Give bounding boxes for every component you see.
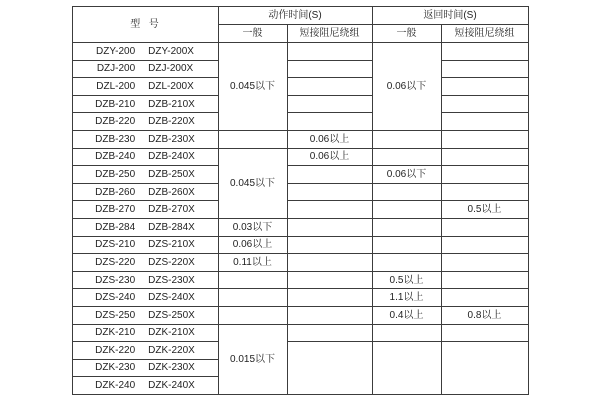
table-row [72,236,528,254]
return-damped-cell [441,218,528,236]
return-general-cell [372,218,441,236]
action-damped-cell [287,254,372,272]
table-row [72,201,528,219]
return-damped-cell [441,324,528,342]
action-damped-cell [287,166,372,184]
table-row [72,271,528,289]
table-row [72,130,528,148]
table-row [72,166,528,184]
model-cell: DZS-230 DZS-230X [72,271,218,289]
action-damped-cell [287,95,372,113]
action-damped-cell [287,218,372,236]
model-cell: DZB-250 DZB-250X [72,166,218,184]
return-general-merged-cell: 0.06以下 [372,43,441,131]
table-row [72,60,528,78]
action-damped-cell [287,306,372,324]
model-cell: DZJ-200 DZJ-200X [72,60,218,78]
action-general-cell [218,130,287,148]
model-cell: DZB-210 DZB-210X [72,95,218,113]
column-header-return-damped-winding: 短接阻尼绕组 [441,25,528,43]
table-row [72,324,528,342]
action-general-merged-cell: 0.015以下 [218,324,287,394]
return-damped-cell [441,289,528,307]
return-general-cell [372,130,441,148]
action-general-cell: 0.03以下 [218,218,287,236]
table-row [72,183,528,201]
model-cell: DZS-250 DZS-250X [72,306,218,324]
return-general-cell: 0.5以上 [372,271,441,289]
table-row [72,148,528,166]
return-general-cell: 0.4以上 [372,306,441,324]
action-damped-cell [287,43,372,61]
model-cell: DZL-200 DZL-200X [72,78,218,96]
model-cell: DZB-260 DZB-260X [72,183,218,201]
model-cell: DZB-270 DZB-270X [72,201,218,219]
return-general-cell [372,236,441,254]
column-header-action-general: 一般 [218,25,287,43]
return-damped-cell [441,113,528,131]
return-damped-cell [441,60,528,78]
action-damped-cell [287,201,372,219]
column-header-action-damped-winding: 短接阻尼绕组 [287,25,372,43]
action-damped-cell: 0.06以上 [287,130,372,148]
return-general-cell [372,183,441,201]
action-general-cell: 0.11以上 [218,254,287,272]
table-row [72,43,528,61]
action-general-cell [218,271,287,289]
model-cell: DZS-220 DZS-220X [72,254,218,272]
action-general-cell [218,289,287,307]
return-general-cell [372,324,441,342]
return-damped-cell: 0.8以上 [441,306,528,324]
return-damped-cell [441,43,528,61]
return-damped-cell [441,78,528,96]
model-cell: DZK-240 DZK-240X [72,377,218,395]
model-cell: DZB-284 DZB-284X [72,218,218,236]
model-cell: DZS-210 DZS-210X [72,236,218,254]
table-row [72,218,528,236]
return-damped-cell [441,148,528,166]
action-general-merged-cell: 0.045以下 [218,148,287,218]
model-cell: DZK-220 DZK-220X [72,342,218,360]
spec-table [72,6,529,395]
action-damped-cell [287,183,372,201]
column-header-model: 型 号 [72,7,218,43]
return-damped-cell: 0.5以上 [441,201,528,219]
model-cell: DZS-240 DZS-240X [72,289,218,307]
return-damped-cell [441,236,528,254]
return-general-cell [372,148,441,166]
action-damped-cell [287,60,372,78]
model-cell: DZK-230 DZK-230X [72,359,218,377]
return-damped-cell [441,254,528,272]
model-cell: DZB-230 DZB-230X [72,130,218,148]
return-general-cell: 1.1以上 [372,289,441,307]
action-damped-cell [287,271,372,289]
table-row [72,113,528,131]
return-damped-cell [441,271,528,289]
action-damped-cell [287,78,372,96]
action-damped-cell [287,289,372,307]
table-row [72,95,528,113]
model-cell: DZY-200 DZY-200X [72,43,218,61]
table-row [72,254,528,272]
action-damped-cell [287,236,372,254]
column-header-action-time-group: 动作时间(S) [218,7,372,25]
model-cell: DZK-210 DZK-210X [72,324,218,342]
column-header-return-time-group: 返回时间(S) [372,7,528,25]
return-general-cell [372,254,441,272]
column-header-return-general: 一般 [372,25,441,43]
action-damped-cell [287,113,372,131]
action-general-cell: 0.06以上 [218,236,287,254]
table-row [72,342,528,360]
action-damped-cell [287,324,372,342]
table-row [72,289,528,307]
table-header [72,7,528,43]
model-cell: DZB-240 DZB-240X [72,148,218,166]
return-damped-merged-cell [441,342,528,395]
return-general-cell: 0.06以下 [372,166,441,184]
return-general-merged-cell [372,342,441,395]
table-row [72,306,528,324]
model-cell: DZB-220 DZB-220X [72,113,218,131]
action-general-merged-cell: 0.045以下 [218,43,287,131]
return-damped-cell [441,183,528,201]
return-general-cell [372,201,441,219]
action-damped-merged-cell [287,342,372,395]
action-damped-cell: 0.06以上 [287,148,372,166]
return-damped-cell [441,130,528,148]
table-row [72,78,528,96]
return-damped-cell [441,166,528,184]
action-general-cell [218,306,287,324]
return-damped-cell [441,95,528,113]
